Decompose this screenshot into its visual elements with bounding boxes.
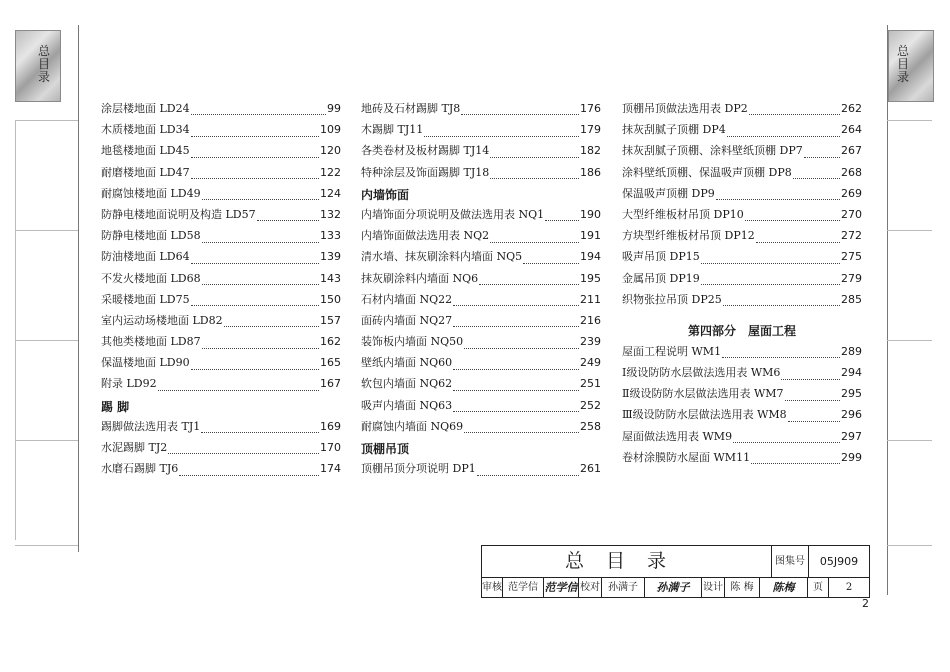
toc-entry-title: 各类卷材及板材踢脚 TJ14 [361,144,490,158]
toc-entry [101,164,341,185]
toc-entry-page: 157 [320,313,341,327]
toc-entry-page: 162 [320,335,341,349]
toc-entry [622,406,862,427]
toc-entry [101,185,341,206]
toc-entry-page: 150 [320,292,341,306]
toc-entry-title: 耐腐蚀楼地面 LD49 [101,186,201,200]
toc-entry [622,121,862,142]
toc-section-heading: 顶棚吊顶 [361,442,410,456]
toc-leader-dots [477,466,579,476]
toc-leader-dots [191,360,319,370]
toc-leader-dots [191,148,319,158]
margin-divider [887,230,932,231]
toc-entry [101,291,341,312]
toc-entry-title: 装饰板内墙面 NQ50 [361,335,464,349]
toc-entry-page: 194 [580,250,601,264]
toc-entry-title: 屋面工程说明 WM1 [622,344,722,358]
toc-entry-title: 地砖及石材踢脚 TJ8 [361,102,461,115]
toc-entry [361,291,601,312]
toc-entry-title: 防油楼地面 LD64 [101,250,190,264]
toc-leader-dots [464,424,579,434]
toc-entry [101,439,341,460]
toc-entry-page: 174 [320,462,341,476]
toc-entry-title: 特种涂层及饰面踢脚 TJ18 [361,165,490,179]
toc-entry-title: 木踢脚 TJ11 [361,123,424,137]
page-number: 2 [845,582,853,593]
toc-entry [622,343,862,364]
toc-entry-page: 251 [580,377,601,391]
toc-entry [361,333,601,354]
toc-entry-page: 295 [841,387,862,401]
toc-leader-dots [464,339,579,349]
toc-entry-page: 285 [841,292,862,306]
toc-leader-dots [202,339,319,349]
toc-leader-dots [701,275,840,285]
toc-leader-dots [191,127,319,137]
toc-entry-page: 191 [580,229,601,243]
design-signature: 陈梅 [760,578,808,597]
toc-entry-title: Ⅰ级设防防水层做法选用表 WM6 [622,366,781,380]
toc-entry-title: 室内运动场楼地面 LD82 [101,313,223,327]
toc-entry-page: 167 [320,377,341,391]
toc-entry-page: 122 [320,165,341,179]
toc-entry [101,206,341,227]
toc-entry-page: 239 [580,335,601,349]
toc-entry-title: 涂料壁纸顶棚、保温吸声顶棚 DP8 [622,165,792,179]
margin-divider [15,230,78,231]
toc-entry-title: Ⅱ级设防防水层做法选用表 WM7 [622,387,784,401]
toc-entry-title: 抹灰刮腻子顶棚 DP4 [622,123,726,137]
toc-entry-title: 防静电楼地面 LD58 [101,229,201,243]
toc-entry-title: 踢脚做法选用表 TJ1 [101,419,201,433]
toc-entry-page: 267 [841,144,862,158]
atlas-number: 05J909 [819,555,859,568]
toc-entry-page: 297 [841,429,862,443]
margin-divider [887,340,932,341]
toc-entry-title: 内墙饰面做法选用表 NQ2 [361,229,490,243]
toc-entry-title: 保温楼地面 LD90 [101,356,190,370]
toc-leader-dots [191,106,326,116]
toc-leader-dots [793,169,840,179]
toc-entry-title: 大型纤维板材吊顶 DP10 [622,207,744,221]
toc-leader-dots [179,466,319,476]
toc-leader-dots [224,318,319,328]
toc-entry [622,428,862,449]
toc-entry [622,385,862,406]
toc-entry-page: 252 [580,398,601,412]
toc-entry-page: 124 [320,186,341,200]
toc-entry [622,248,862,269]
toc-entry-title: 顶棚吊顶分项说明 DP1 [361,462,476,476]
toc-entry [361,312,601,333]
margin-divider [887,440,932,441]
toc-entry [622,164,862,185]
toc-entry-title: 吸声吊顶 DP15 [622,250,700,264]
toc-entry [361,460,601,481]
toc-entry-title: 保温吸声顶棚 DP9 [622,186,715,200]
review-label: 审核 [482,578,503,597]
toc-entry-page: 176 [580,102,601,115]
toc-entry [361,397,601,418]
toc-column-2 [361,100,601,481]
toc-entry-page: 216 [580,313,601,327]
toc-leader-dots [453,296,579,306]
toc-leader-dots [490,169,579,179]
toc-entry [622,185,862,206]
toc-entry-title: 卷材涂膜防水屋面 WM11 [622,450,751,464]
toc-entry-title: 水泥踢脚 TJ2 [101,441,168,454]
toc-entry-title: 水磨石踢脚 TJ6 [101,462,179,476]
design-name: 陈 梅 [725,578,760,597]
toc-leader-dots [202,275,319,285]
frame-left-border [78,25,79,552]
toc-leader-dots [804,148,840,158]
toc-entry [622,291,862,312]
toc-entry [101,270,341,291]
toc-leader-dots [202,233,319,243]
toc-entry-page: 269 [841,186,862,200]
toc-entry-page: 190 [580,207,601,221]
toc-leader-dots [191,254,319,264]
toc-entry-page: 268 [841,165,862,179]
toc-leader-dots [781,370,840,380]
toc-entry-page: 211 [580,292,601,306]
toc-leader-dots [168,445,319,455]
toc-entry-page: 261 [580,462,601,476]
toc-entry-page: 99 [327,102,341,115]
toc-leader-dots [191,169,319,179]
toc-entry [622,100,862,121]
margin-divider [15,440,78,441]
toc-entry [101,312,341,333]
toc-leader-dots [733,433,840,443]
toc-entry-page: 275 [841,250,862,264]
toc-entry-page: 170 [320,441,341,454]
check-name: 孙满子 [602,578,645,597]
toc-entry [361,418,601,439]
toc-leader-dots [523,254,579,264]
toc-entry [361,270,601,291]
toc-leader-dots [201,424,319,434]
toc-entry-page: 179 [580,123,601,137]
toc-entry-page: 165 [320,356,341,370]
side-tab-right [888,30,934,102]
toc-leader-dots [453,318,579,328]
toc-entry [101,248,341,269]
margin-divider [15,340,78,341]
toc-column-1 [101,100,341,481]
title-block [481,545,870,598]
toc-leader-dots [788,412,840,422]
toc-entry [101,460,341,481]
toc-leader-dots [756,233,840,243]
atlas-number-label: 图集号 [772,546,809,577]
toc-entry [361,354,601,375]
toc-entry-page: 120 [320,144,341,158]
toc-leader-dots [453,381,579,391]
toc-entry [101,142,341,163]
toc-entry-title: 涂层楼地面 LD24 [101,102,190,115]
toc-entry-title: 不发火楼地面 LD68 [101,271,201,285]
toc-entry [101,375,341,396]
check-label: 校对 [579,578,602,597]
toc-entry-page: 296 [841,408,862,422]
toc-leader-dots [453,360,579,370]
toc-entry-title: 防静电楼地面说明及构造 LD57 [101,207,256,221]
side-tab-label: 总目录 [38,44,51,84]
toc-entry-title: 附录 LD92 [101,377,157,391]
toc-entry-title: 地毯楼地面 LD45 [101,144,190,158]
toc-entry [361,206,601,227]
toc-leader-dots [461,106,579,116]
side-tab-label: 总目录 [897,44,910,84]
frame-right-border [887,25,888,595]
toc-entry-page: 262 [841,102,862,115]
toc-entry-page: 272 [841,229,862,243]
margin-divider [887,545,932,546]
toc-entry [101,227,341,248]
toc-leader-dots [751,455,840,465]
toc-entry-page: 182 [580,144,601,158]
toc-entry-title: 石材内墙面 NQ22 [361,292,453,306]
margin-divider [15,545,78,546]
toc-entry [361,100,601,121]
toc-entry-title: 织物张拉吊顶 DP25 [622,292,722,306]
toc-entry [361,375,601,396]
toc-section-heading: 踢 脚 [101,399,130,414]
toc-entry-title: 抹灰刮腻子顶棚、涂料壁纸顶棚 DP7 [622,144,803,158]
toc-entry-title: 其他类楼地面 LD87 [101,335,201,349]
page-label: 页 [808,578,829,597]
toc-entry-title: 金属吊顶 DP19 [622,271,700,285]
toc-entry-title: 木质楼地面 LD34 [101,123,190,137]
toc-entry-title: Ⅲ级设防防水层做法选用表 WM8 [622,408,787,422]
toc-leader-dots [158,381,319,391]
toc-section-heading: 内墙饰面 [361,187,410,202]
toc-entry-page: 270 [841,207,862,221]
toc-entry-page: 299 [841,450,862,464]
toc-entry [101,418,341,439]
toc-leader-dots [727,127,840,137]
toc-leader-dots [716,190,840,200]
toc-entry-title: 内墙饰面分项说明及做法选用表 NQ1 [361,207,545,221]
toc-entry-page: 195 [580,271,601,285]
toc-entry-title: 耐磨楼地面 LD47 [101,165,190,179]
toc-entry-title: 耐腐蚀内墙面 NQ69 [361,419,464,433]
toc-entry [361,142,601,163]
review-signature: 范学信 [544,578,579,597]
toc-entry-page: 186 [580,165,601,179]
toc-leader-dots [479,275,579,285]
toc-column-3 [622,100,862,470]
toc-entry-page: 143 [320,271,341,285]
toc-entry-title: 清水墙、抹灰刷涂料内墙面 NQ5 [361,250,523,264]
toc-entry [361,227,601,248]
toc-entry [101,100,341,121]
toc-entry [622,142,862,163]
toc-entry-title: 屋面做法选用表 WM9 [622,429,733,443]
toc-leader-dots [191,296,319,306]
toc-leader-dots [424,127,579,137]
toc-leader-dots [701,254,840,264]
toc-entry-page: 109 [320,123,341,137]
toc-leader-dots [257,212,319,222]
toc-entry-title: 壁纸内墙面 NQ60 [361,356,453,370]
toc-entry-title: 软包内墙面 NQ62 [361,377,453,391]
toc-leader-dots [545,212,579,222]
toc-entry-page: 169 [320,419,341,433]
toc-leader-dots [453,402,579,412]
toc-entry [622,449,862,470]
corner-page-number: 2 [862,597,869,610]
toc-entry-page: 139 [320,250,341,264]
margin-divider [887,120,932,121]
toc-entry-page: 264 [841,123,862,137]
toc-leader-dots [749,106,840,116]
toc-entry [361,164,601,185]
toc-entry-page: 279 [841,271,862,285]
toc-entry-page: 133 [320,229,341,243]
toc-entry-title: 顶棚吊顶做法选用表 DP2 [622,102,748,115]
toc-leader-dots [785,391,840,401]
toc-entry [101,333,341,354]
toc-entry-title: 吸声内墙面 NQ63 [361,398,453,412]
toc-entry-page: 294 [841,366,862,380]
toc-leader-dots [202,190,319,200]
design-label: 设计 [702,578,725,597]
toc-entry [622,227,862,248]
toc-entry [361,121,601,142]
toc-leader-dots [722,349,840,359]
toc-entry-title: 方块型纤维板材吊顶 DP12 [622,229,755,243]
toc-entry [101,121,341,142]
toc-leader-dots [490,148,579,158]
toc-entry-title: 抹灰刷涂料内墙面 NQ6 [361,271,479,285]
side-tab-left [15,30,61,102]
toc-entry-page: 258 [580,419,601,433]
toc-entry-page: 132 [320,207,341,221]
binding-margin-line [15,120,16,540]
toc-leader-dots [745,212,840,222]
toc-entry-page: 289 [841,344,862,358]
toc-entry-page: 249 [580,356,601,370]
toc-leader-dots [490,233,579,243]
toc-entry-title: 面砖内墙面 NQ27 [361,313,453,327]
review-name: 范学信 [503,578,544,597]
toc-part-heading: 第四部分 屋面工程 [687,323,796,338]
toc-entry [622,364,862,385]
margin-divider [15,120,78,121]
toc-leader-dots [723,296,840,306]
title-block-title: 总目录 [482,546,772,577]
toc-entry-title: 采暖楼地面 LD75 [101,292,190,306]
toc-entry [101,354,341,375]
toc-entry [622,206,862,227]
toc-entry [361,248,601,269]
check-signature: 孙满子 [645,578,702,597]
toc-entry [622,270,862,291]
